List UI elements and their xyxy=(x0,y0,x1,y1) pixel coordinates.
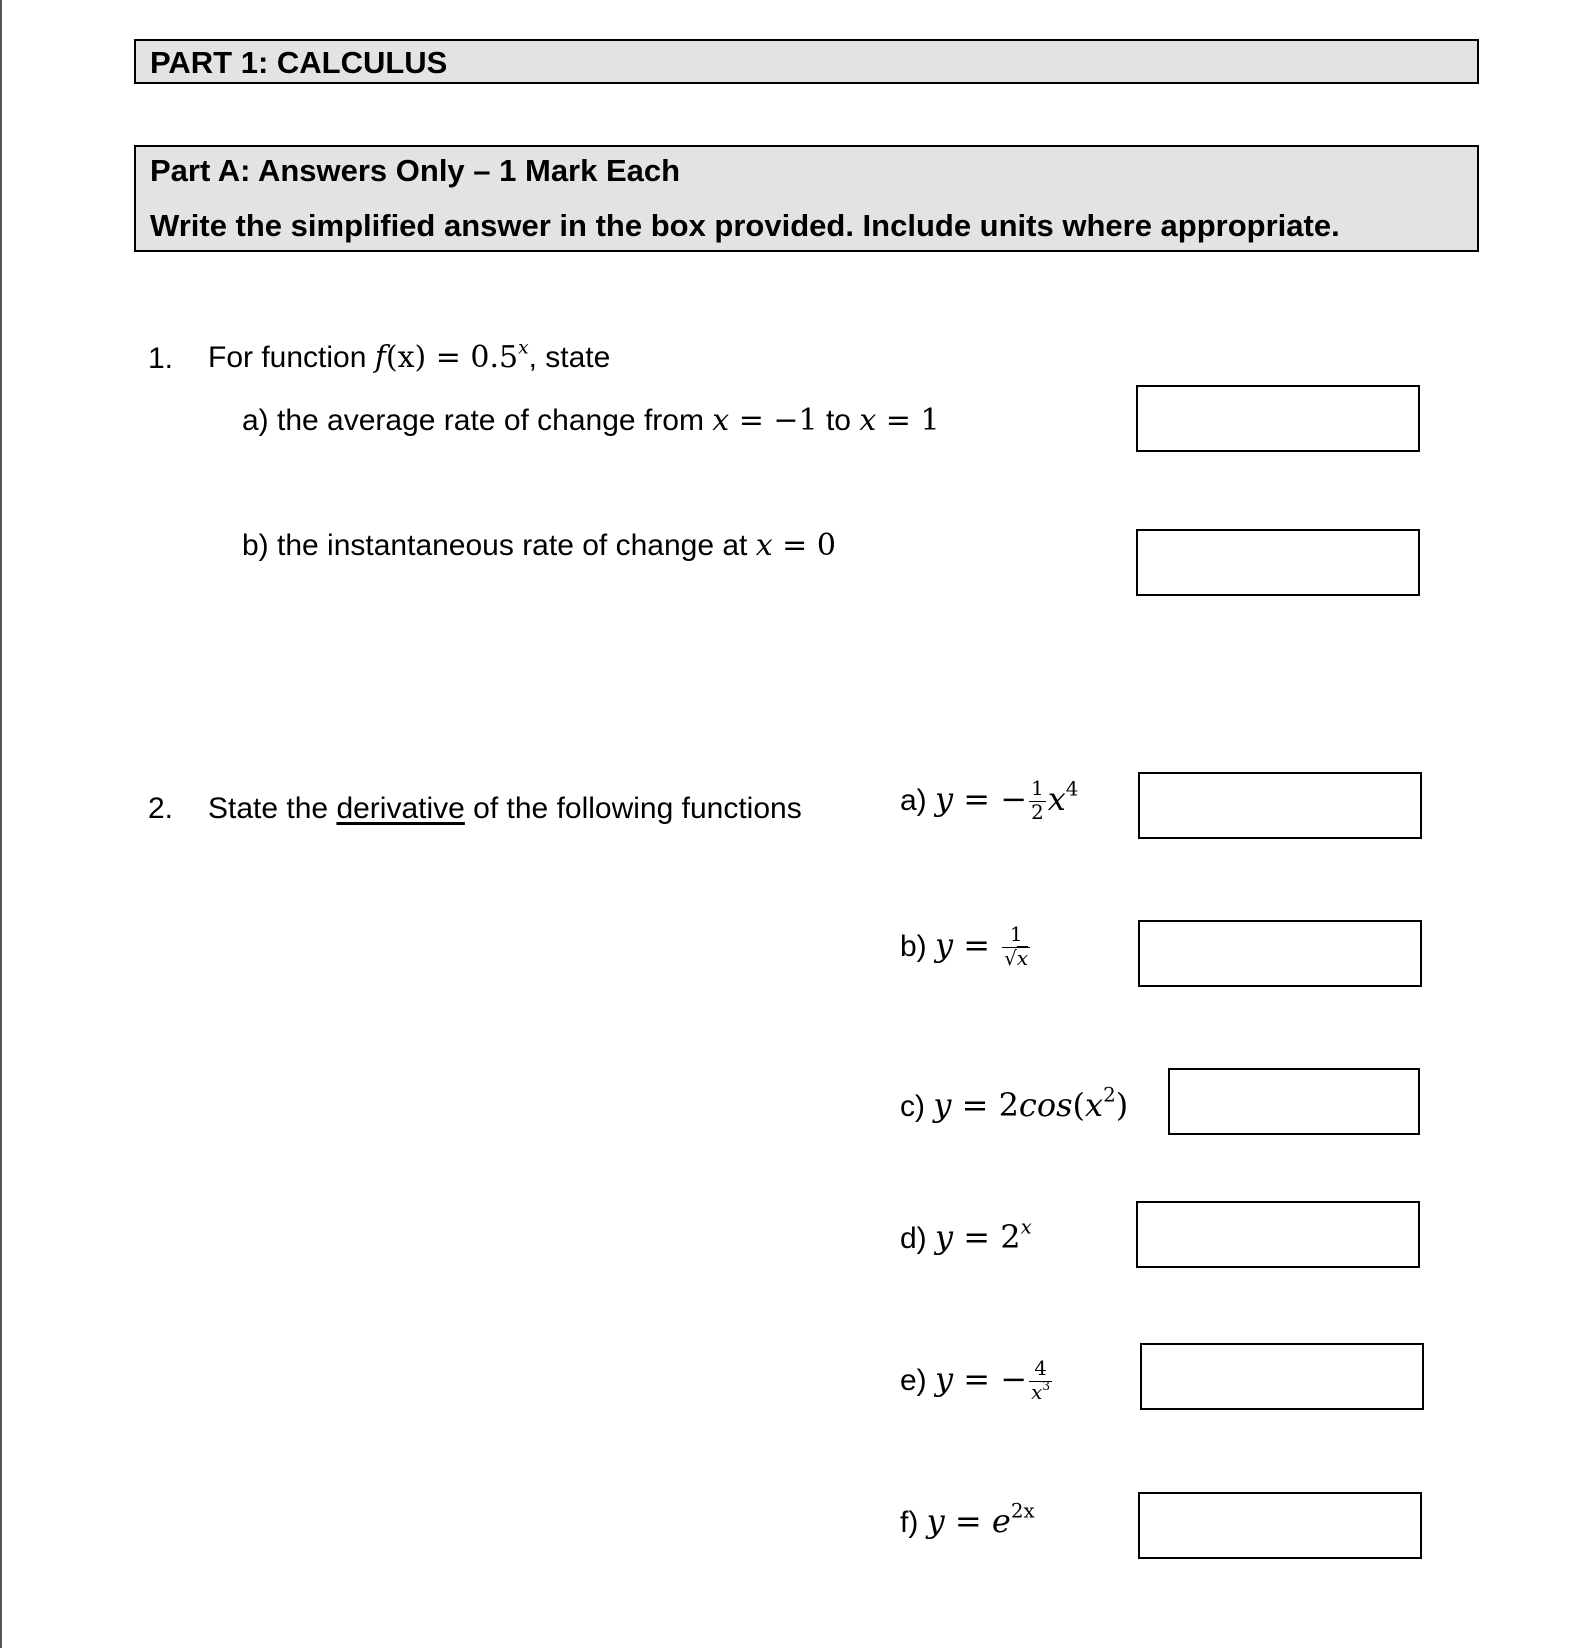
q2c-answer-box[interactable] xyxy=(1168,1068,1420,1135)
q2e-answer-box[interactable] xyxy=(1140,1343,1424,1410)
q2-number: 2. xyxy=(148,792,174,825)
part-header-text: PART 1: CALCULUS xyxy=(150,45,448,80)
part-header xyxy=(134,39,1479,84)
q2f-function: f) $y = e^{2x}$ xyxy=(900,1499,1035,1540)
q1b-answer-box[interactable] xyxy=(1136,529,1420,596)
section-instruction: Write the simplified answer in the box provided. Include units where appropriate. xyxy=(150,208,1340,243)
q2a-function: a) y = − $\frac{1}{2}$ $x^4$ xyxy=(900,777,1079,824)
q2d-answer-box[interactable] xyxy=(1136,1201,1420,1268)
q1-number: 1. xyxy=(148,342,174,375)
q2f-answer-box[interactable] xyxy=(1138,1492,1422,1559)
section-title: Part A: Answers Only – 1 Mark Each xyxy=(150,153,681,188)
q2-stem: State the derivative of the following functions xyxy=(208,792,802,825)
section-instructions xyxy=(134,145,1479,252)
q2b-function: b) y = $\frac{1}{√x}$ xyxy=(900,923,1029,970)
q2b-answer-box[interactable] xyxy=(1138,920,1422,987)
q1a-prompt: a) the average rate of change from x = −1 to x = 1 xyxy=(242,403,940,438)
q1a-answer-box[interactable] xyxy=(1136,385,1420,452)
q2d-function: d) $y = 2^x$ xyxy=(900,1215,1032,1256)
q1b-prompt: b) the instantaneous rate of change at x = 0 xyxy=(242,528,836,563)
page-left-border xyxy=(0,0,2,1648)
q2e-function: e) y = − $\frac{4}{x^3}$ xyxy=(900,1357,1051,1404)
q1-stem: For function $f(x) = 0.5^x$, state xyxy=(208,337,611,375)
q2a-answer-box[interactable] xyxy=(1138,772,1422,839)
q2c-function: c) $y = 2\cos(x^2)$ xyxy=(900,1083,1129,1124)
